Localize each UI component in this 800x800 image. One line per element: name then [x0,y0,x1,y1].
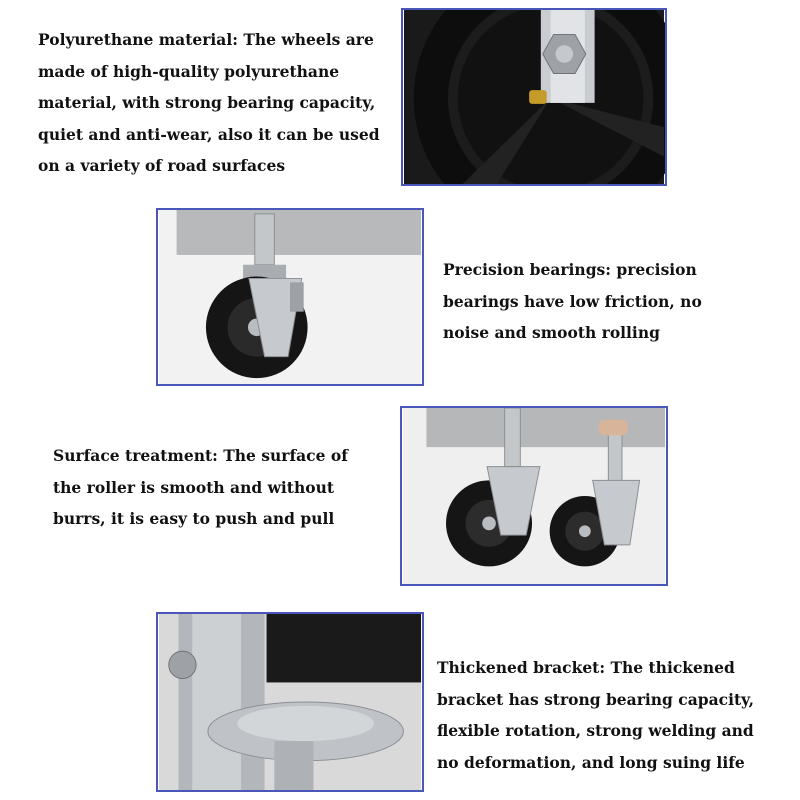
description-line: burrs, it is easy to push and pull [53,509,335,528]
description-line: bracket has strong bearing capacity, [437,689,755,709]
polyurethane-description [38,24,380,182]
two-casters-image [402,408,666,584]
bearings-description [443,254,702,349]
single-caster-photo [156,208,424,386]
description-line: Surface treatment: The surface of [53,446,348,465]
wheel-closeup-photo [401,8,667,186]
bracket-closeup-photo [156,612,424,792]
description-line: made of high-quality polyurethane [38,61,340,81]
description-line: the roller is smooth and without [53,477,335,497]
wheel-closeup-image [403,10,665,184]
description-line: Thickened bracket: The thickened [437,658,735,677]
description-line: flexible rotation, strong welding and [437,721,754,740]
surface-description [53,440,348,535]
description-line: noise and smooth rolling [443,323,660,342]
bracket-description [437,652,754,778]
description-line: Precision bearings: precision [443,260,697,279]
description-line: no deformation, and long suing life [437,752,745,772]
single-caster-image [158,210,422,384]
description-line: quiet and anti-wear, also it can be used [38,124,380,144]
description-line: Polyurethane material: The wheels are [38,30,374,49]
description-line: material, with strong bearing capacity, [38,93,376,112]
two-casters-photo [400,406,668,586]
description-line: bearings have low friction, no [443,291,702,311]
description-line: on a variety of road surfaces [38,156,286,175]
bracket-closeup-image [158,614,422,790]
